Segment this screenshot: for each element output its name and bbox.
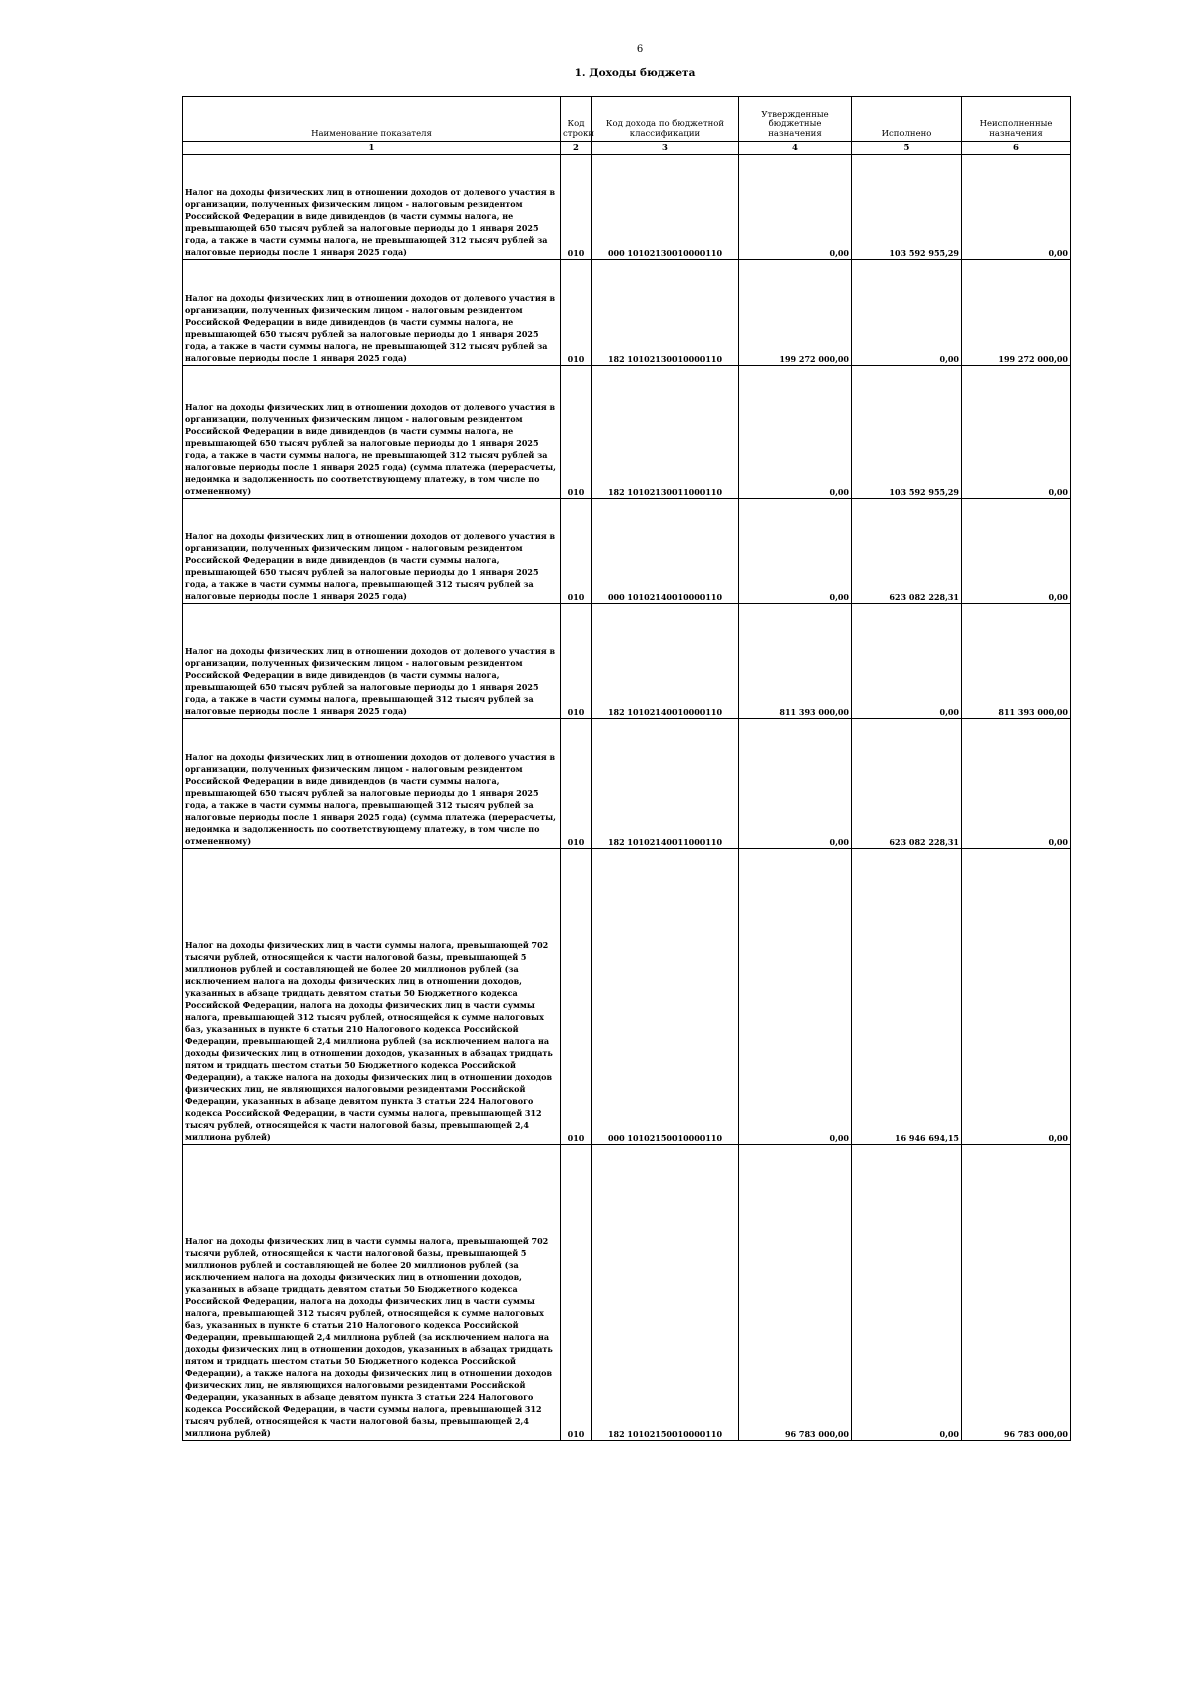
row-name: Налог на доходы физических лиц в отношении доходов от долевого участия в организации, полученных физическим лицом - налоговым резидентом Российской Федерации в виде дивидендов (в части суммы налога, превышающей 650 тысяч рублей за налоговые периоды до 1 января 2025 года, а также в части суммы налога, превышающей 312 тысяч рублей за налоговые периоды после 1 января 2025 года) xyxy=(183,499,561,604)
page-number: 6 xyxy=(636,44,644,55)
row-kbk: 182 10102130010000110 xyxy=(592,260,739,366)
row-approved: 96 783 000,00 xyxy=(739,1145,852,1441)
table-header-row xyxy=(183,97,1071,142)
row-executed: 0,00 xyxy=(852,260,962,366)
row-approved: 199 272 000,00 xyxy=(739,260,852,366)
row-kbk: 182 10102140010000110 xyxy=(592,604,739,719)
column-number: 6 xyxy=(962,142,1071,155)
header-indicator-name: Наименование показателя xyxy=(183,97,561,142)
row-executed: 623 082 228,31 xyxy=(852,499,962,604)
row-unexecuted: 199 272 000,00 xyxy=(962,260,1071,366)
row-name: Налог на доходы физических лиц в отношении доходов от долевого участия в организации, полученных физическим лицом - налоговым резидентом Российской Федерации в виде дивидендов (в части суммы налога, не превышающей 650 тысяч рублей за налоговые периоды до 1 января 2025 года, а также в части суммы налога, не превышающей 312 тысяч рублей за налоговые периоды после 1 января 2025 года) xyxy=(183,260,561,366)
row-unexecuted: 811 393 000,00 xyxy=(962,604,1071,719)
row-approved: 0,00 xyxy=(739,155,852,260)
row-kbk: 000 10102150010000110 xyxy=(592,849,739,1145)
row-executed: 623 082 228,31 xyxy=(852,719,962,849)
row-unexecuted: 0,00 xyxy=(962,499,1071,604)
row-code: 010 xyxy=(561,499,592,604)
income-table xyxy=(182,96,1071,1441)
row-code: 010 xyxy=(561,719,592,849)
row-code: 010 xyxy=(561,604,592,719)
header-executed: Исполнено xyxy=(852,97,962,142)
row-unexecuted: 0,00 xyxy=(962,155,1071,260)
header-line-code: Код строки xyxy=(561,97,592,142)
row-code: 010 xyxy=(561,849,592,1145)
header-income-code: Код дохода по бюджетной классификации xyxy=(592,97,739,142)
column-numbers-row xyxy=(183,142,1071,155)
row-approved: 0,00 xyxy=(739,719,852,849)
row-kbk: 182 10102150010000110 xyxy=(592,1145,739,1441)
row-name: Налог на доходы физических лиц в отношении доходов от долевого участия в организации, полученных физическим лицом - налоговым резидентом Российской Федерации в виде дивидендов (в части суммы налога, не превышающей 650 тысяч рублей за налоговые периоды до 1 января 2025 года, а также в части суммы налога, не превышающей 312 тысяч рублей за налоговые периоды после 1 января 2025 года) xyxy=(183,155,561,260)
table-row xyxy=(183,366,1071,499)
row-kbk: 182 10102140011000110 xyxy=(592,719,739,849)
row-unexecuted: 96 783 000,00 xyxy=(962,1145,1071,1441)
row-executed: 16 946 694,15 xyxy=(852,849,962,1145)
row-approved: 0,00 xyxy=(739,849,852,1145)
column-number: 3 xyxy=(592,142,739,155)
row-executed: 0,00 xyxy=(852,604,962,719)
column-number: 2 xyxy=(561,142,592,155)
row-executed: 103 592 955,29 xyxy=(852,366,962,499)
header-approved: Утвержденные бюджетные назначения xyxy=(739,97,852,142)
table-row xyxy=(183,1145,1071,1441)
header-unexecuted: Неисполненные назначения xyxy=(962,97,1071,142)
row-name: Налог на доходы физических лиц в части суммы налога, превышающей 702 тысячи рублей, относящейся к части налоговой базы, превышающей 5 миллионов рублей и составляющей не более 20 миллионов рублей (за исключением налога на доходы физических лиц в отношении доходов, указанных в абзаце тридцать девятом статьи 50 Бюджетного кодекса Российской Федерации, налога на доходы физических лиц в части суммы налога, превышающей 312 тысяч рублей, относящейся к сумме налоговых баз, указанных в пункте 6 статьи 210 Налогового кодекса Российской Федерации, превышающей 2,4 миллиона рублей (за исключением налога на доходы физических лиц в отношении доходов, указанных в абзацах тридцать пятом и тридцать шестом статьи 50 Бюджетного кодекса Российской Федерации), а также налога на доходы физических лиц в отношении доходов физических лиц, не являющихся налоговыми резидентами Российской Федерации, указанных в абзаце девятом пункта 3 статьи 224 Налогового кодекса Российской Федерации, в части суммы налога, превышающей 312 тысяч рублей, относящейся к части налоговой базы, превышающей 2,4 миллиона рублей) xyxy=(183,1145,561,1441)
row-approved: 0,00 xyxy=(739,499,852,604)
row-executed: 103 592 955,29 xyxy=(852,155,962,260)
row-code: 010 xyxy=(561,155,592,260)
row-kbk: 000 10102130010000110 xyxy=(592,155,739,260)
column-number: 4 xyxy=(739,142,852,155)
row-name: Налог на доходы физических лиц в отношении доходов от долевого участия в организации, полученных физическим лицом - налоговым резидентом Российской Федерации в виде дивидендов (в части суммы налога, превышающей 650 тысяч рублей за налоговые периоды до 1 января 2025 года, а также в части суммы налога, превышающей 312 тысяч рублей за налоговые периоды после 1 января 2025 года) (сумма платежа (перерасчеты, недоимка и задолженность по соответствующему платежу, в том числе по отмененному) xyxy=(183,719,561,849)
table-row xyxy=(183,155,1071,260)
table-row xyxy=(183,849,1071,1145)
row-kbk: 000 10102140010000110 xyxy=(592,499,739,604)
row-approved: 0,00 xyxy=(739,366,852,499)
column-number: 5 xyxy=(852,142,962,155)
row-name: Налог на доходы физических лиц в отношении доходов от долевого участия в организации, полученных физическим лицом - налоговым резидентом Российской Федерации в виде дивидендов (в части суммы налога, не превышающей 650 тысяч рублей за налоговые периоды до 1 января 2025 года, а также в части суммы налога, не превышающей 312 тысяч рублей за налоговые периоды после 1 января 2025 года) (сумма платежа (перерасчеты, недоимка и задолженность по соответствующему платежу, в том числе по отмененному) xyxy=(183,366,561,499)
table-row xyxy=(183,260,1071,366)
table-row xyxy=(183,499,1071,604)
row-name: Налог на доходы физических лиц в отношении доходов от долевого участия в организации, полученных физическим лицом - налоговым резидентом Российской Федерации в виде дивидендов (в части суммы налога, превышающей 650 тысяч рублей за налоговые периоды до 1 января 2025 года, а также в части суммы налога, превышающей 312 тысяч рублей за налоговые периоды после 1 января 2025 года) xyxy=(183,604,561,719)
row-code: 010 xyxy=(561,1145,592,1441)
row-unexecuted: 0,00 xyxy=(962,366,1071,499)
row-approved: 811 393 000,00 xyxy=(739,604,852,719)
row-name: Налог на доходы физических лиц в части суммы налога, превышающей 702 тысячи рублей, относящейся к части налоговой базы, превышающей 5 миллионов рублей и составляющей не более 20 миллионов рублей (за исключением налога на доходы физических лиц в отношении доходов, указанных в абзаце тридцать девятом статьи 50 Бюджетного кодекса Российской Федерации, налога на доходы физических лиц в части суммы налога, превышающей 312 тысяч рублей, относящейся к сумме налоговых баз, указанных в пункте 6 статьи 210 Налогового кодекса Российской Федерации, превышающей 2,4 миллиона рублей (за исключением налога на доходы физических лиц в отношении доходов, указанных в абзацах тридцать пятом и тридцать шестом статьи 50 Бюджетного кодекса Российской Федерации), а также налога на доходы физических лиц в отношении доходов физических лиц, не являющихся налоговыми резидентами Российской Федерации, указанных в абзаце девятом пункта 3 статьи 224 Налогового кодекса Российской Федерации, в части суммы налога, превышающей 312 тысяч рублей, относящейся к части налоговой базы, превышающей 2,4 миллиона рублей) xyxy=(183,849,561,1145)
section-title: 1. Доходы бюджета xyxy=(574,67,696,79)
row-unexecuted: 0,00 xyxy=(962,719,1071,849)
row-executed: 0,00 xyxy=(852,1145,962,1441)
row-unexecuted: 0,00 xyxy=(962,849,1071,1145)
row-kbk: 182 10102130011000110 xyxy=(592,366,739,499)
table-row xyxy=(183,604,1071,719)
column-number: 1 xyxy=(183,142,561,155)
table-row xyxy=(183,719,1071,849)
row-code: 010 xyxy=(561,260,592,366)
row-code: 010 xyxy=(561,366,592,499)
